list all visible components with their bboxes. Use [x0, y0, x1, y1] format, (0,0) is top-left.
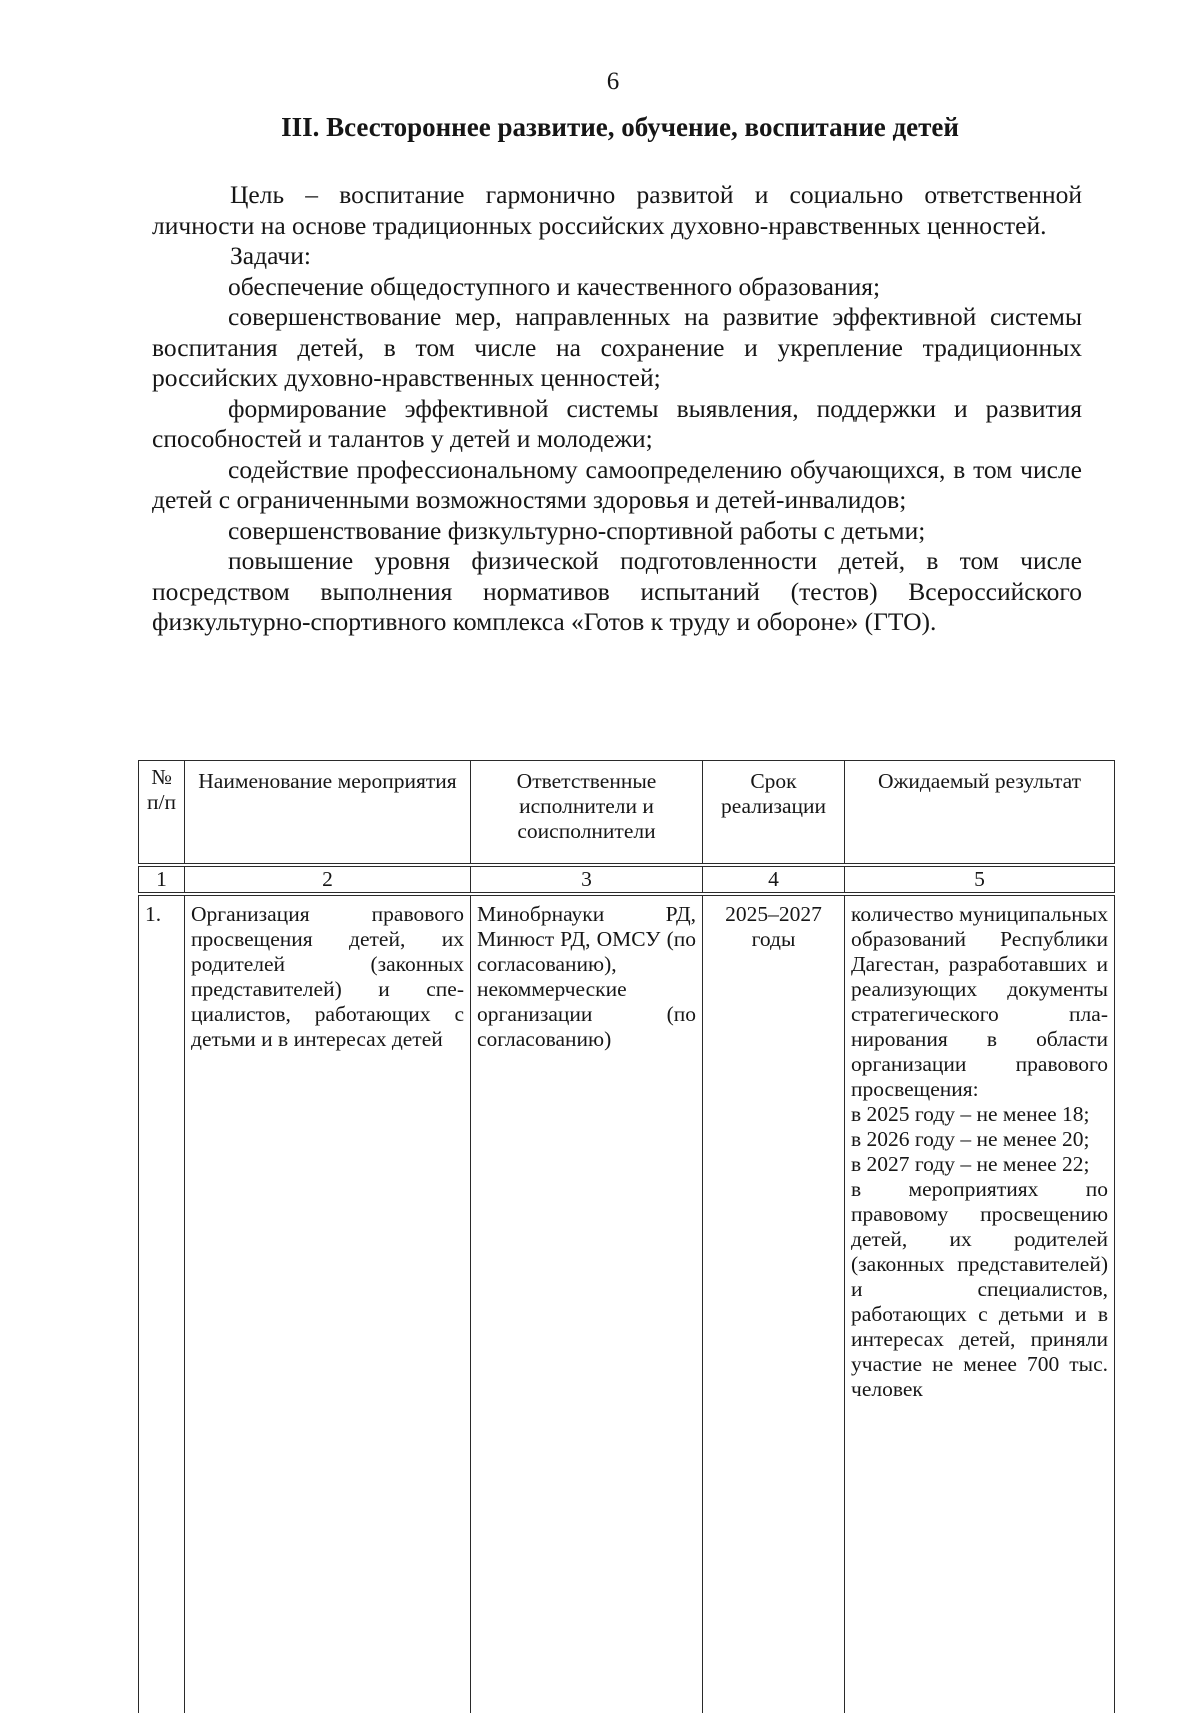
result-line: в мероприятиях по правовому просвещению детей, их родителей (законных представителей) и специалистов, работающих с детьми и в интересах детей, приняли участие не менее 700 тыс. человек	[851, 1177, 1108, 1401]
table-header-row	[139, 761, 1115, 866]
header-name: Наименование мероприятия	[185, 761, 471, 866]
result-line: количество муниципальных образований Республики Дагестан, разработавших и реализующих документы стратегического планирования в области организации правового просвещения:	[851, 902, 1108, 1101]
result-line: в 2026 году – не менее 20;	[851, 1127, 1090, 1151]
row-result	[845, 894, 1115, 1713]
section-body	[152, 180, 1082, 638]
result-line: в 2025 году – не менее 18;	[851, 1102, 1090, 1126]
column-index: 3	[471, 865, 703, 894]
result-line: в 2027 году – не менее 22;	[851, 1152, 1090, 1176]
row-name: Организация правового просвещения детей, их родителей (законных представителей) и специалистов, работающих с детьми и в интересах детей	[185, 894, 471, 1713]
header-executors: Ответственные исполнители и соисполнители	[471, 761, 703, 866]
task-item: повышение уровня физической подготовленности детей, в том числе посредством выполнения нормативов испытаний (тестов) Всероссийского физкультурно-спортивного комплекса «Готов к труду и обороне» (ГТО).	[152, 546, 1082, 636]
row-executors: Минобрнауки РД, Минюст РД, ОМСУ (по согласованию), некоммерческие организации (по согласованию)	[471, 894, 703, 1713]
column-index: 1	[139, 865, 185, 894]
task-item: совершенствование физкультурно-спортивной работы с детьми;	[228, 515, 926, 545]
section-title: III. Всестороннее развитие, обучение, воспитание детей	[281, 112, 959, 142]
header-term: Срок реализации	[703, 761, 845, 866]
task-item: формирование эффективной системы выявления, поддержки и развития способностей и талантов у детей и молодежи;	[152, 393, 1082, 453]
column-index: 5	[845, 865, 1115, 894]
tasks-heading: Задачи:	[230, 241, 311, 270]
row-term: 2025–2027 годы	[703, 894, 845, 1713]
header-result: Ожидаемый результат	[845, 761, 1115, 866]
row-num: 1.	[139, 894, 185, 1713]
column-index: 2	[185, 865, 471, 894]
column-index: 4	[703, 865, 845, 894]
task-item: обеспечение общедоступного и качественного образования;	[228, 271, 881, 301]
task-item: содействие профессиональному самоопределению обучающихся, в том числе детей с ограниченными возможностями здоровья и детей-инвалидов;	[152, 454, 1082, 514]
page-number: 6	[606, 68, 620, 95]
task-item: совершенствование мер, направленных на развитие эффективной системы воспитания детей, в том числе на сохранение и укрепление традиционных российских духовно-нравственных ценностей;	[152, 302, 1082, 392]
goal-paragraph: Цель – воспитание гармонично развитой и социально ответственной личности на основе традиционных российских духовно-нравственных ценностей.	[152, 180, 1082, 240]
table-row	[139, 894, 1115, 1713]
header-num: № п/п	[139, 761, 185, 866]
measures-table	[138, 760, 1115, 1713]
table-index-row	[139, 865, 1115, 894]
